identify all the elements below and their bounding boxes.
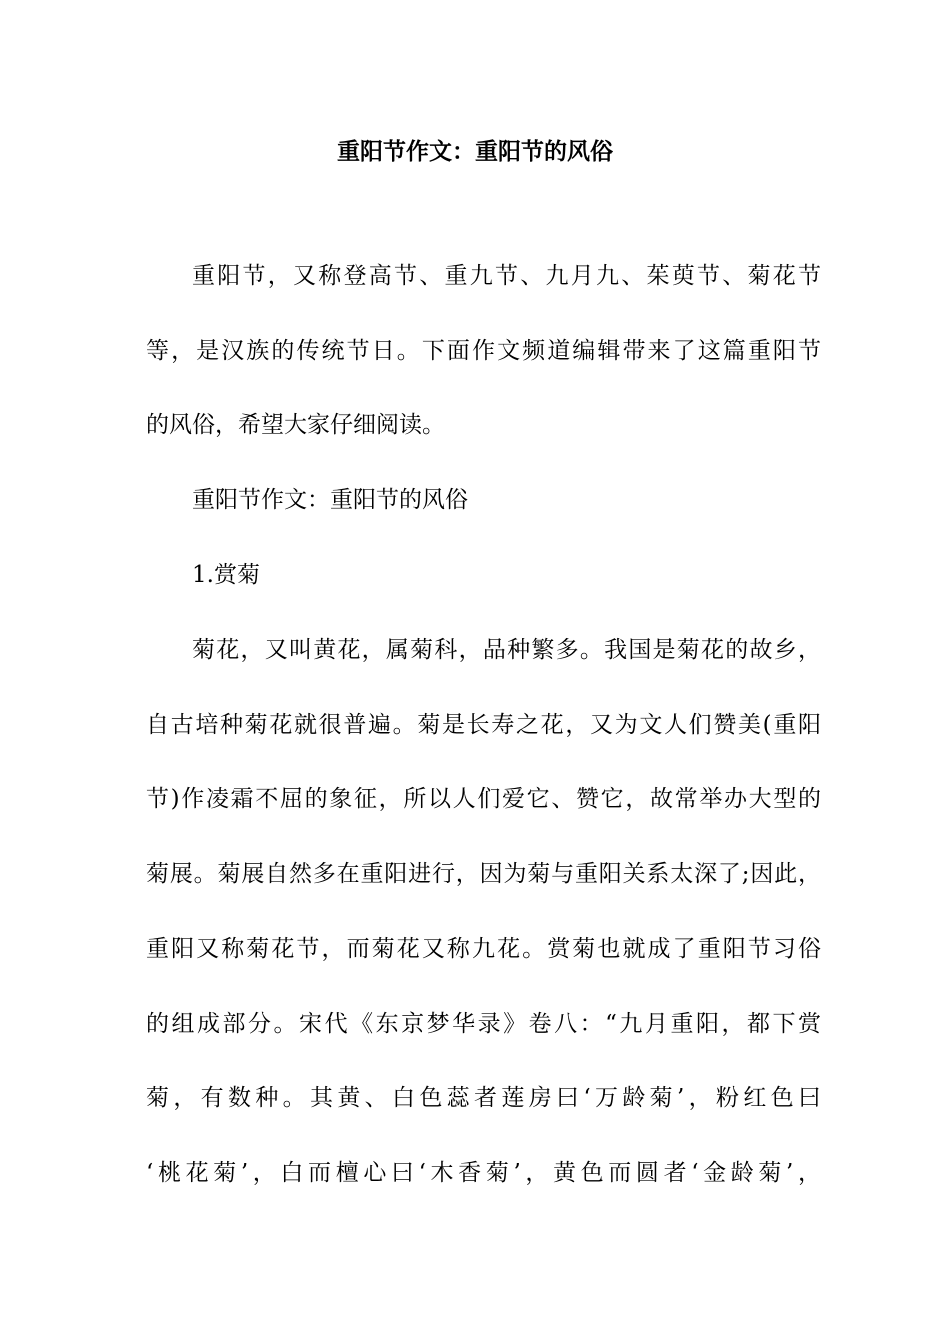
paragraph-line: 菊，有数种。其黄、白色蕊者莲房曰‘万龄菊’，粉红色曰 (146, 1085, 821, 1111)
paragraph-line: 菊展。菊展自然多在重阳进行，因为菊与重阳关系太深了;因此， (146, 861, 821, 887)
paragraph-line: 节)作凌霜不屈的象征，所以人们爱它、赞它，故常举办大型的 (146, 786, 821, 812)
paragraph-line: 自古培种菊花就很普遍。菊是长寿之花，又为文人们赞美(重阳 (146, 712, 821, 738)
paragraph-line: ‘桃花菊’，白而檀心曰‘木香菊’，黄色而圆者‘金龄菊’， (146, 1160, 821, 1186)
section-subheading: 1.赏菊 (192, 562, 260, 588)
paragraph-line: 重阳又称菊花节，而菊花又称九花。赏菊也就成了重阳节习俗 (146, 936, 821, 962)
paragraph-line: 等，是汉族的传统节日。下面作文频道编辑带来了这篇重阳节 (146, 338, 821, 364)
paragraph-line: 的风俗，希望大家仔细阅读。 (146, 412, 445, 438)
document-title: 重阳节作文：重阳节的风俗 (337, 138, 613, 165)
section-heading: 重阳节作文：重阳节的风俗 (192, 487, 468, 513)
paragraph-line: 菊花，又叫黄花，属菊科，品种繁多。我国是菊花的故乡， (192, 637, 821, 663)
paragraph-line: 重阳节，又称登高节、重九节、九月九、茱萸节、菊花节 (192, 263, 821, 289)
paragraph-line: 的组成部分。宋代《东京梦华录》卷八：“九月重阳，都下赏 (146, 1011, 821, 1037)
